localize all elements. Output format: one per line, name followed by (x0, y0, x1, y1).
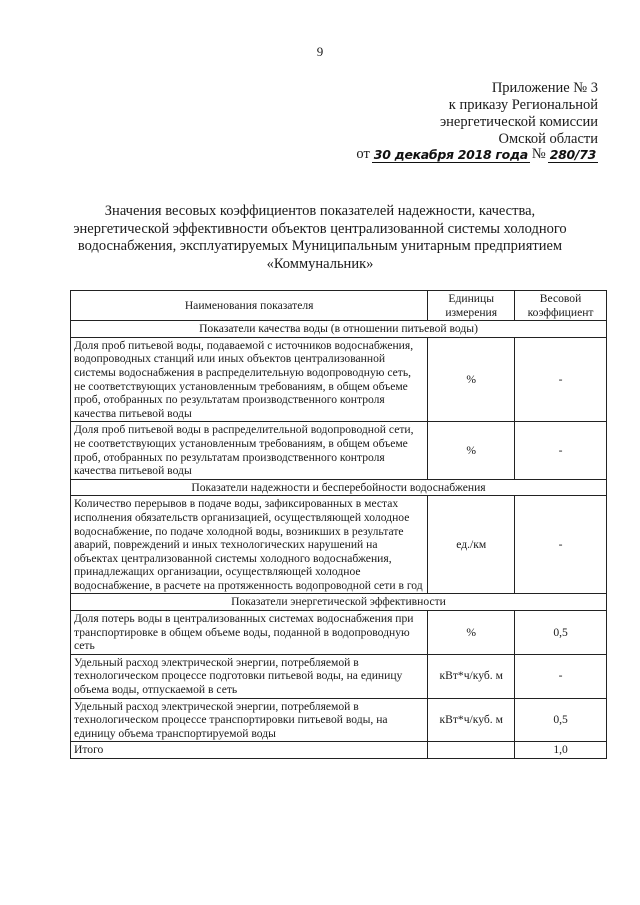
row-weight: - (515, 496, 607, 594)
row-unit: % (428, 422, 515, 479)
row-weight: - (515, 654, 607, 698)
order-number-label: № (531, 146, 546, 162)
table-row (71, 654, 607, 698)
total-row (71, 742, 607, 759)
section-energy (71, 594, 607, 611)
row-weight: 0,5 (515, 611, 607, 655)
order-date-handwritten: 30 декабря 2018 года (373, 147, 528, 162)
table-header-row (71, 291, 607, 321)
table-row (71, 611, 607, 655)
appendix-line-3: энергетической комиссии (439, 114, 598, 130)
table-row (71, 496, 607, 594)
section-quality (71, 321, 607, 338)
coefficients-table (70, 290, 607, 759)
row-weight: - (515, 422, 607, 479)
table-row (71, 422, 607, 479)
header-name: Наименования показателя (71, 291, 428, 321)
order-prefix: от (356, 146, 370, 162)
table-row (71, 698, 607, 742)
appendix-line-4: Омской области (498, 131, 598, 147)
row-unit: % (428, 611, 515, 655)
section-reliability (71, 479, 607, 496)
total-label: Итого (71, 742, 428, 759)
row-weight: - (515, 337, 607, 422)
section-title: Показатели надежности и бесперебойности водоснабжения (71, 479, 607, 496)
order-number-handwritten: 280/73 (549, 147, 596, 162)
row-unit: кВт*ч/куб. м (428, 654, 515, 698)
row-name: Количество перерывов в подаче воды, зафиксированных в местах исполнения обязательств организацией, осуществляющей холодное водоснабжение, по подаче холодной воды, возникших в результате аварий, повреждений и иных технологических нарушений на объектах централизованной системы холодного водоснабжения, принадлежащих организации, осуществляющей холодное водоснабжение, в расчете на протяженность водопроводной сети в год (71, 496, 428, 594)
header-unit: Единицы измерения (428, 291, 515, 321)
appendix-line-1: Приложение № 3 (491, 80, 598, 96)
total-weight: 1,0 (515, 742, 607, 759)
row-weight: 0,5 (515, 698, 607, 742)
total-unit (428, 742, 515, 759)
row-unit: % (428, 337, 515, 422)
row-unit: кВт*ч/куб. м (428, 698, 515, 742)
row-name: Удельный расход электрической энергии, потребляемой в технологическом процессе транспортировки питьевой воды, на единицу объема транспортируемой воды (71, 698, 428, 742)
order-reference (356, 146, 598, 163)
row-name: Доля потерь воды в централизованных системах водоснабжения при транспортировке в общем объеме воды, поданной в водопроводную сеть (71, 611, 428, 655)
document-title: Значения весовых коэффициентов показателей надежности, качества, энергетической эффективности объектов централизованной системы холодного водоснабжения, эксплуатируемых Муниципальным унитарным предприятием «Коммунальник» (73, 203, 567, 272)
page-number: 9 (316, 44, 324, 59)
section-title: Показатели качества воды (в отношении питьевой воды) (71, 321, 607, 338)
appendix-block (440, 80, 598, 148)
row-name: Доля проб питьевой воды, подаваемой с источников водоснабжения, водопроводных станций или иных объектов централизованной системы водоснабжения в распределительную водопроводную сеть, не соответствующих установленным требованиям, в общем объеме проб, отобранных по результатам производственного контроля качества питьевой воды (71, 337, 428, 422)
header-weight: Весовой коэффициент (515, 291, 607, 321)
section-title: Показатели энергетической эффективности (71, 594, 607, 611)
row-name: Удельный расход электрической энергии, потребляемой в технологическом процессе подготовки питьевой воды, на единицу объема воды, отпускаемой в сеть (71, 654, 428, 698)
row-unit: ед./км (428, 496, 515, 594)
table-row (71, 337, 607, 422)
row-name: Доля проб питьевой воды в распределительной водопроводной сети, не соответствующих установленным требованиям, в общем объеме проб, отобранных по результатам производственного контроля качества питьевой воды (71, 422, 428, 479)
appendix-line-2: к приказу Региональной (448, 97, 598, 113)
